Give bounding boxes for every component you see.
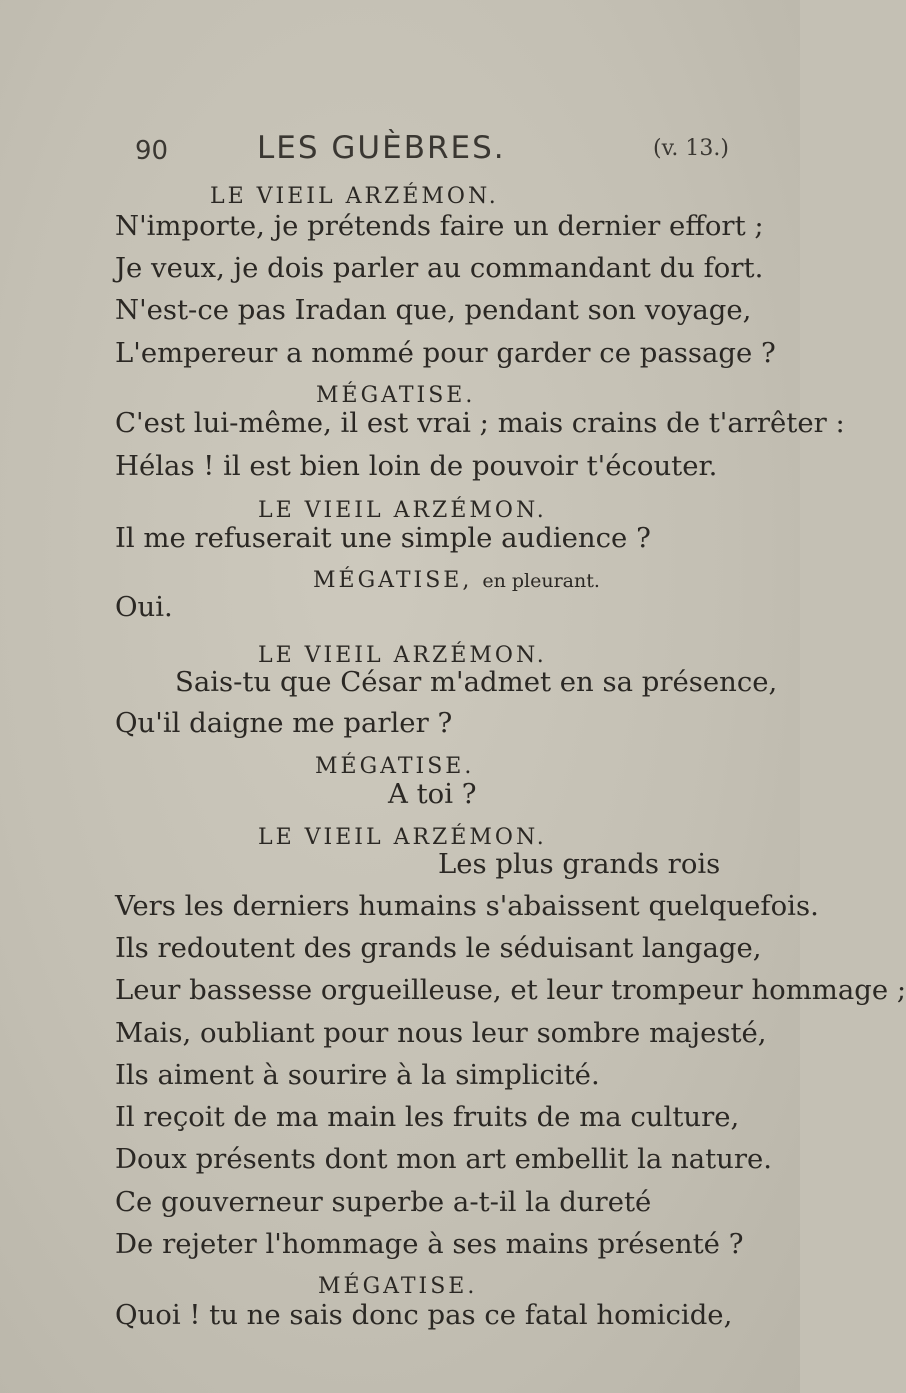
- running-title: LES GUÈBRES.: [257, 130, 506, 166]
- speaker-label: LE VIEIL ARZÉMON.: [210, 184, 499, 209]
- verse-line: L'empereur a nommé pour garder ce passage ?: [115, 337, 776, 369]
- verse-line: Qu'il daigne me parler ?: [115, 707, 453, 739]
- verse-line: Il reçoit de ma main les fruits de ma culture,: [115, 1101, 740, 1133]
- verse-line: Vers les derniers humains s'abaissent quelquefois.: [115, 890, 819, 922]
- verse-reference: (v. 13.): [653, 136, 729, 161]
- verse-line: Doux présents dont mon art embellit la nature.: [115, 1143, 773, 1175]
- speaker-label: [313, 567, 600, 595]
- speaker-name: MÉGATISE,: [313, 568, 473, 593]
- speaker-label: MÉGATISE.: [315, 754, 475, 779]
- verse-line: Ils redoutent des grands le séduisant langage,: [115, 932, 762, 964]
- speaker-label: LE VIEIL ARZÉMON.: [258, 643, 547, 668]
- verse-line: Oui.: [115, 591, 173, 623]
- verse-line: A toi ?: [388, 778, 477, 810]
- verse-line: Il me refuserait une simple audience ?: [115, 522, 651, 554]
- verse-line: N'est-ce pas Iradan que, pendant son voyage,: [115, 294, 752, 326]
- speaker-label: MÉGATISE.: [318, 1274, 478, 1299]
- speaker-label: LE VIEIL ARZÉMON.: [258, 498, 547, 523]
- verse-line: Ce gouverneur superbe a-t-il la dureté: [115, 1186, 652, 1218]
- verse-line: Les plus grands rois: [438, 848, 721, 880]
- verse-line: N'importe, je prétends faire un dernier effort ;: [115, 210, 764, 242]
- verse-line: De rejeter l'hommage à ses mains présenté ?: [115, 1228, 744, 1260]
- verse-line: Ils aiment à sourire à la simplicité.: [115, 1059, 600, 1091]
- verse-line: Hélas ! il est bien loin de pouvoir t'écouter.: [115, 450, 718, 482]
- verse-line: Quoi ! tu ne sais donc pas ce fatal homicide,: [115, 1299, 733, 1331]
- stage-direction: en pleurant.: [482, 570, 600, 592]
- page-number: 90: [135, 136, 169, 166]
- verse-line: Leur bassesse orgueilleuse, et leur trompeur hommage ;: [115, 974, 906, 1006]
- verse-line: Mais, oubliant pour nous leur sombre majesté,: [115, 1017, 767, 1049]
- speaker-label: LE VIEIL ARZÉMON.: [258, 825, 547, 850]
- verse-line: Je veux, je dois parler au commandant du fort.: [115, 252, 764, 284]
- running-header: [0, 128, 800, 168]
- speaker-label: MÉGATISE.: [316, 383, 476, 408]
- verse-line: Sais-tu que César m'admet en sa présence,: [175, 666, 778, 698]
- verse-line: C'est lui-même, il est vrai ; mais crains de t'arrêter :: [115, 407, 845, 439]
